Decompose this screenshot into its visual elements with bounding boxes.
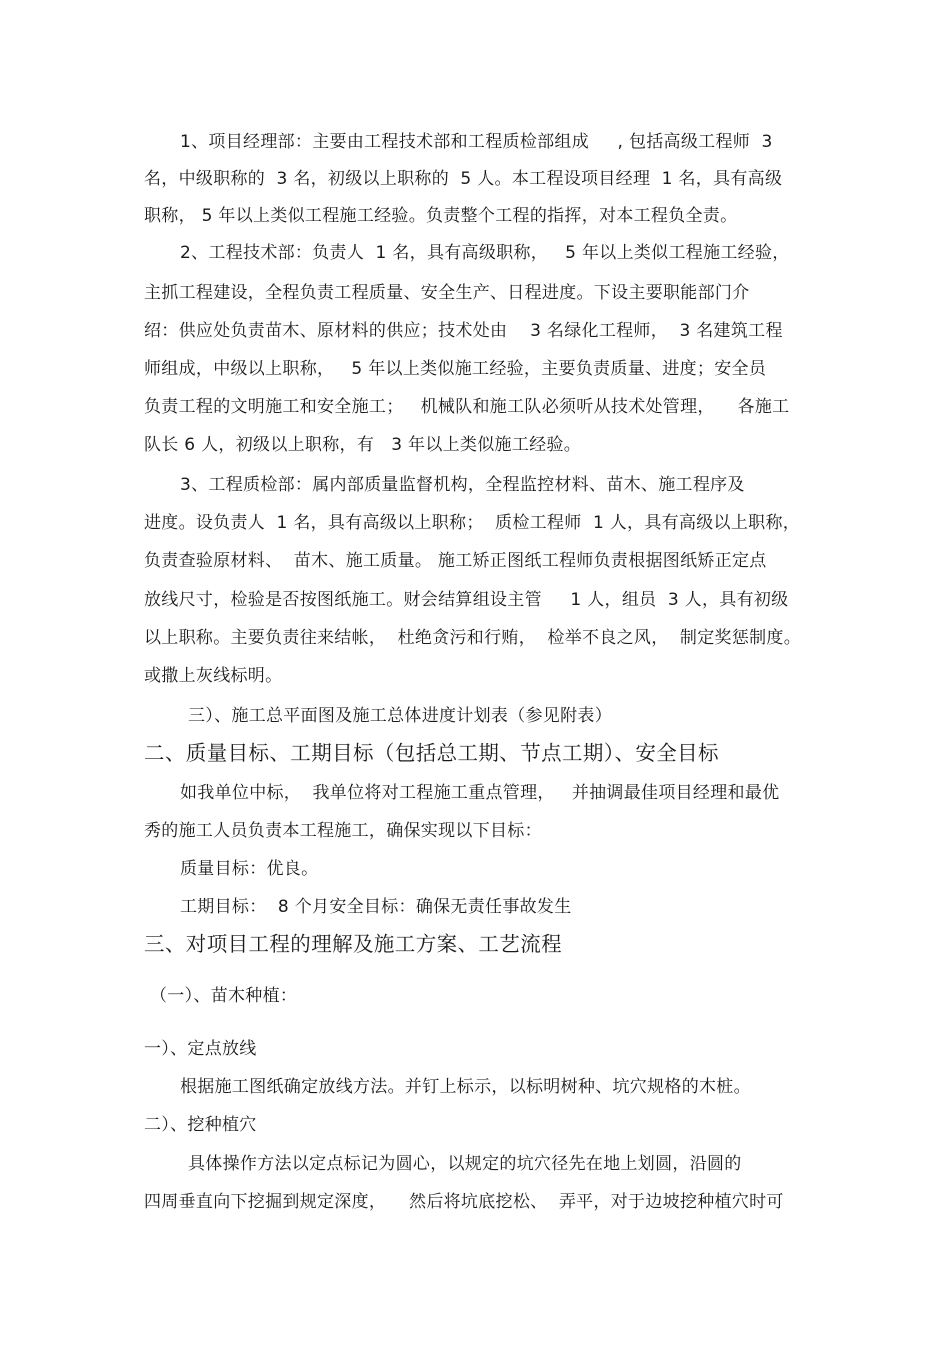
p2-line-2: 主抓工程建设，全程负责工程质量、安全生产、日程进度。下设主要职能部门介 — [144, 283, 750, 303]
p2-line-3: 绍：供应处负责苗木、原材料的供应；技术处由 3 名绿化工程师， 3 名建筑工程 — [144, 321, 783, 341]
item-staking: 一）、定点放线 — [144, 1039, 257, 1059]
p6-line-1: 具体操作方法以定点标记为圆心，以规定的坑穴径先在地上划圆，沿圆的 — [188, 1154, 742, 1174]
p3-line-1: 3、工程质检部：属内部质量监督机构，全程监控材料、苗木、施工程序及 — [180, 475, 745, 495]
p6-line-2: 四周垂直向下挖掘到规定深度， 然后将坑底挖松、 弄平，对于边坡挖种植穴时可 — [144, 1192, 784, 1212]
p3-line-6: 或撒上灰线标明。 — [144, 666, 283, 686]
p2-line-5: 负责工程的文明施工和安全施工； 机械队和施工队必须听从技术处管理， 各施工 — [144, 397, 790, 417]
item-digging: 二）、挖种植穴 — [144, 1115, 257, 1135]
p5-line-1: 根据施工图纸确定放线方法。并钉上标示，以标明树种、坑穴规格的木桩。 — [180, 1077, 751, 1097]
schedule-safety-target: 工期目标： 8 个月安全目标：确保无责任事故发生 — [180, 897, 572, 917]
p4-line-1: 如我单位中标， 我单位将对工程施工重点管理， 并抽调最佳项目经理和最优 — [180, 783, 780, 803]
p1-line-2: 名，中级职称的 3 名，初级以上职称的 5 人。本工程设项目经理 1 名，具有高级 — [144, 169, 783, 189]
section-planting: （一）、苗木种植： — [150, 986, 298, 1006]
p2-line-1: 2、工程技术部：负责人 1 名，具有高级职称， 5 年以上类似工程施工经验， — [180, 243, 790, 263]
heading-construction-plan: 三、对项目工程的理解及施工方案、工艺流程 — [144, 932, 562, 956]
subheading-plan: 三）、施工总平面图及施工总体进度计划表（参见附表） — [188, 706, 612, 726]
p2-line-6: 队长 6 人，初级以上职称，有 3 年以上类似施工经验。 — [144, 435, 582, 455]
p2-line-4: 师组成，中级以上职称， 5 年以上类似施工经验，主要负责质量、进度；安全员 — [144, 359, 767, 379]
heading-targets: 二、质量目标、工期目标（包括总工期、节点工期）、安全目标 — [144, 741, 719, 765]
p1-line-3: 职称， 5 年以上类似工程施工经验。负责整个工程的指挥，对本工程负全责。 — [144, 206, 738, 226]
p3-line-2: 进度。设负责人 1 名，具有高级以上职称； 质检工程师 1 人，具有高级以上职称， — [144, 513, 801, 533]
p3-line-5: 以上职称。主要负责往来结帐， 杜绝贪污和行贿， 检举不良之风， 制定奖惩制度。 — [144, 628, 802, 648]
p3-line-3: 负责查验原材料、 苗木、施工质量。 施工矫正图纸工程师负责根据图纸矫正定点 — [144, 551, 767, 571]
quality-target: 质量目标：优良。 — [180, 859, 319, 879]
p3-line-4: 放线尺寸，检验是否按图纸施工。财会结算组设主管 1 人，组员 3 人，具有初级 — [144, 590, 789, 610]
p4-line-2: 秀的施工人员负责本工程施工，确保实现以下目标： — [144, 821, 542, 841]
p1-line-1: 1、项目经理部：主要由工程技术部和工程质检部组成 , 包括高级工程师 3 — [180, 132, 773, 152]
